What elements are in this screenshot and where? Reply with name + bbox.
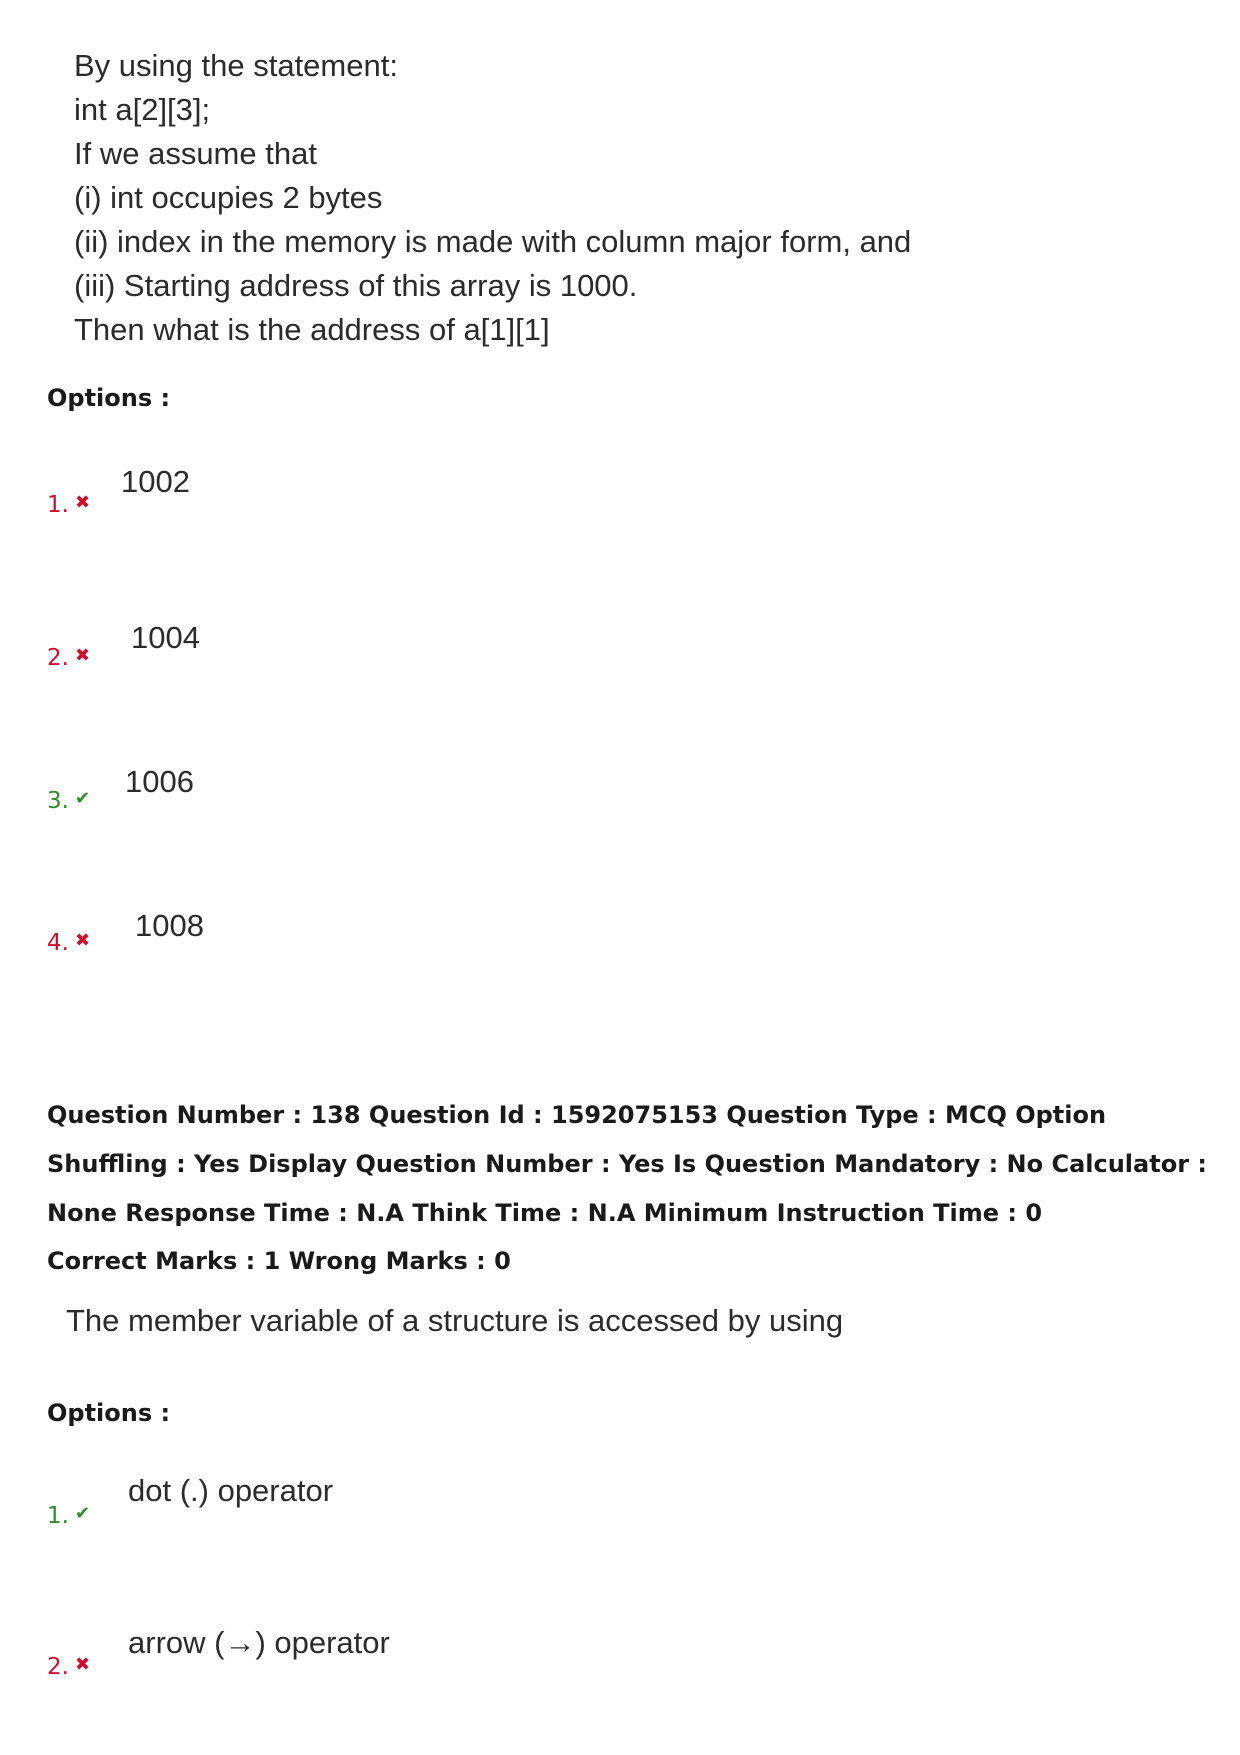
check-icon: ✔	[74, 1503, 91, 1524]
stem-line: (iii) Starting address of this array is 1000.	[74, 268, 638, 303]
wrong-icon: ✖	[74, 492, 91, 513]
option-text: 1004	[131, 620, 200, 655]
question-stem-138: The member variable of a structure is accessed by using	[66, 1303, 844, 1338]
option-number: 3. ✔	[47, 788, 91, 814]
stem-line: By using the statement:	[74, 48, 398, 83]
stem-line: (ii) index in the memory is made with column major form, and	[74, 224, 912, 259]
option-text: dot (.) operator	[128, 1473, 334, 1508]
option-number: 2. ✖	[47, 645, 91, 671]
stem-line: If we assume that	[74, 136, 317, 171]
question-stem-137	[74, 44, 911, 352]
option-text: 1008	[135, 908, 204, 943]
stem-line: int a[2][3];	[74, 92, 211, 127]
option-number: 4. ✖	[47, 930, 91, 956]
wrong-icon: ✖	[74, 930, 91, 951]
option-text: 1006	[125, 764, 194, 799]
stem-line: Then what is the address of a[1][1]	[74, 312, 550, 347]
option-number: 1. ✔	[47, 1503, 91, 1529]
option-number: 2. ✖	[47, 1654, 91, 1680]
question-meta-138: Question Number : 138 Question Id : 1592075153 Question Type : MCQ Option Shuffling : Yes Display Question Number : Yes Is Question Mandatory : No Calculator : None Response Time : N.A Think Time : N.A Minimum Instruction Time : 0	[47, 1101, 1207, 1227]
option-text: 1002	[121, 464, 190, 499]
stem-line: (i) int occupies 2 bytes	[74, 180, 383, 215]
option-number: 1. ✖	[47, 492, 91, 518]
wrong-icon: ✖	[74, 1654, 91, 1675]
options-label: Options :	[47, 384, 171, 412]
check-icon: ✔	[74, 788, 91, 809]
options-label: Options :	[47, 1399, 171, 1427]
wrong-icon: ✖	[74, 645, 91, 666]
marks-info: Correct Marks : 1 Wrong Marks : 0	[47, 1247, 511, 1275]
option-text: arrow (→) operator	[128, 1625, 390, 1660]
